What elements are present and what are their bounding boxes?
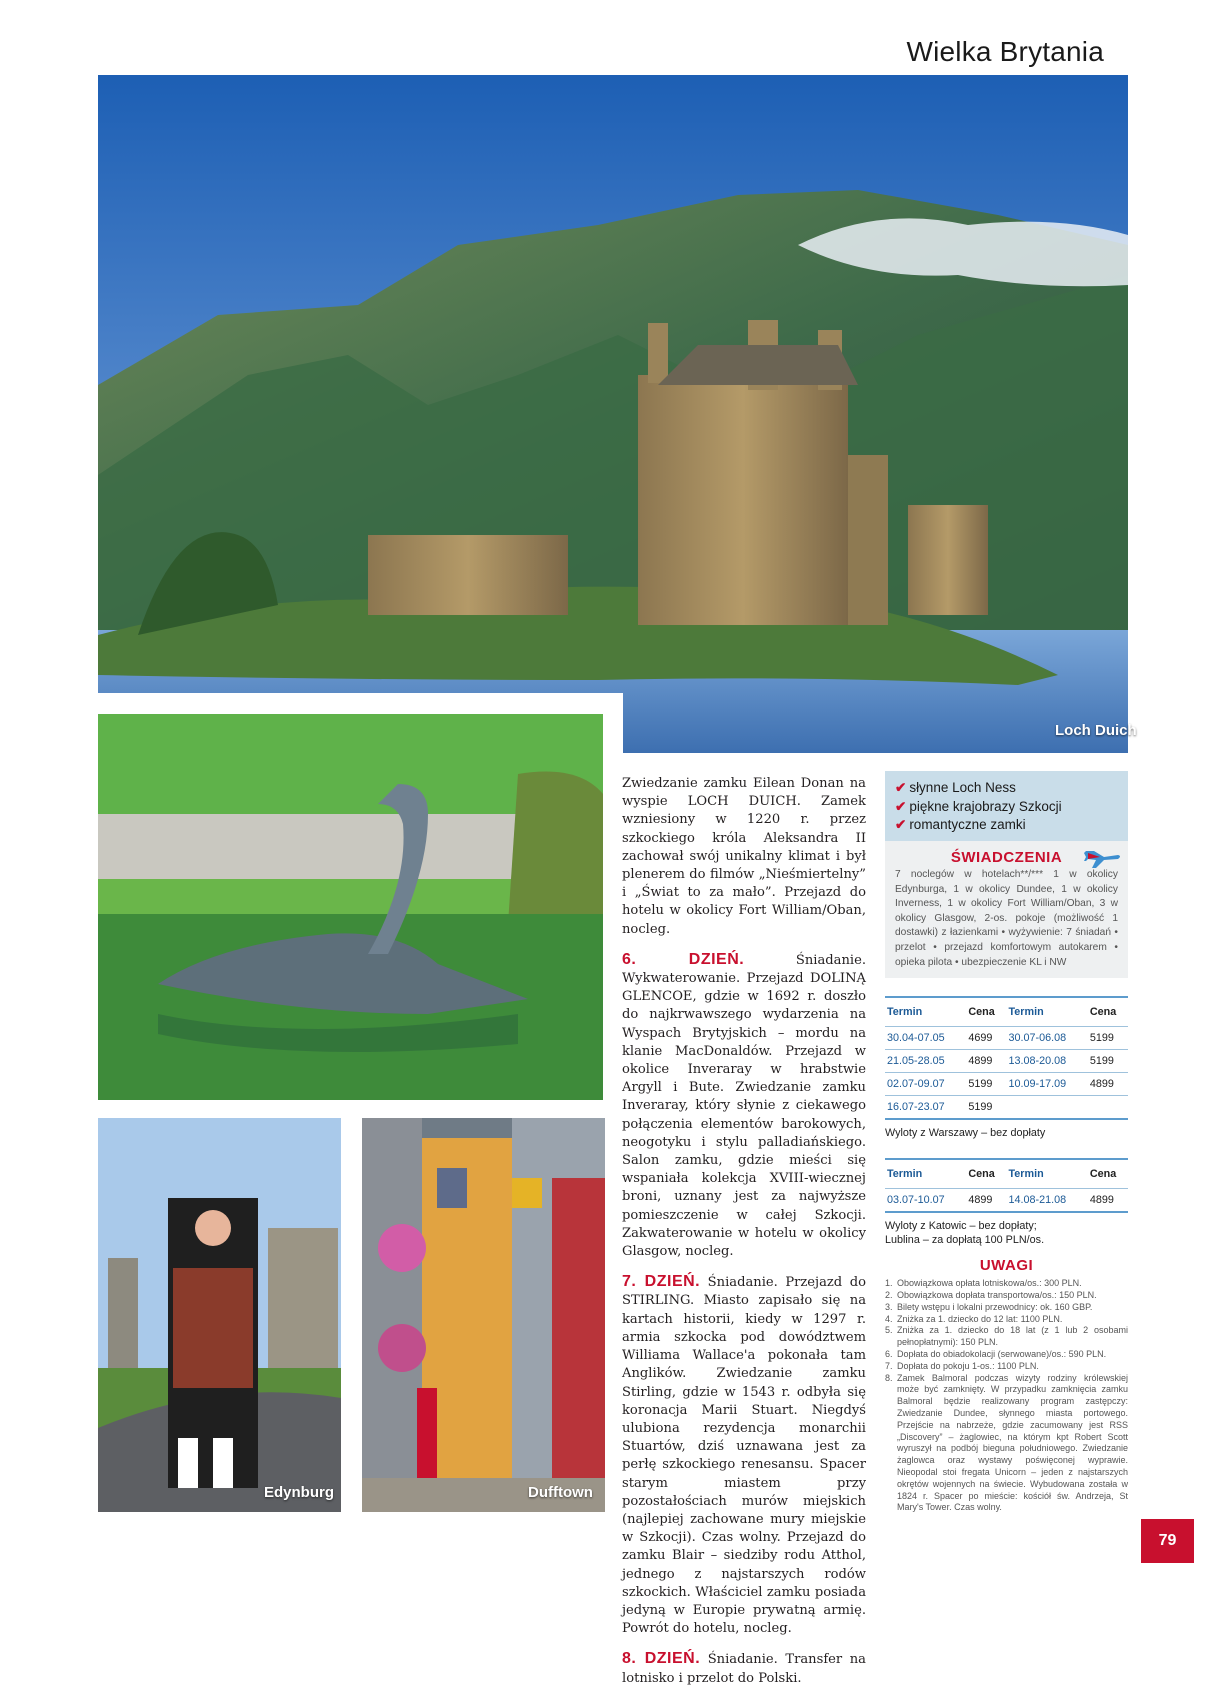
term-cell: 13.08-20.08 xyxy=(1006,1050,1087,1073)
column-header: Termin xyxy=(1008,1006,1044,1019)
term-cell: 03.07-10.07 xyxy=(885,1189,966,1213)
table-row xyxy=(885,1189,1128,1213)
katowice-departure-note xyxy=(885,1213,1128,1247)
day-6-text: Śniadanie. Wykwaterowanie. Przejazd DOLINĄ GLENCOE, gdzie w 1692 r. doszło do najkrwawszego wydarzenia na Wyspach Brytyjskich – mordu na klanie MacDonaldów. Przejazd w okolice Inveraray w hrabstwie Argyll i Bute. Zwiedzanie zamku Inveraray, który słynie z ciekawego połączenia elementów barokowych, neogotyku i stylu palladiańskiego. Salon zamku, gdzie mieści się wspaniała kolekcja XVIII-wiecznej broni, uznany jest za najwyższe pomieszczenie w całej Szkocji. Zakwaterowanie w hotelu w okolicy Glasgow, nocleg. xyxy=(622,952,866,1260)
table-row xyxy=(885,1096,1128,1120)
photo-loch-ness-monster xyxy=(98,714,603,1100)
table-header-row xyxy=(885,997,1128,1027)
highlight-item: ✔ słynne Loch Ness xyxy=(895,780,1016,795)
note-item: 7. Dopłata do pokoju 1-os.: 1100 PLN. xyxy=(885,1360,1039,1371)
caption-dufftown: Dufftown xyxy=(528,1484,593,1501)
note-item: 3. Bilety wstępu i lokalni przewodnicy: ok. 160 GBP. xyxy=(885,1301,1093,1312)
page-title: Wielka Brytania xyxy=(906,36,1104,67)
column-header: Termin xyxy=(887,1006,923,1019)
highlight-item: ✔ piękne krajobrazy Szkocji xyxy=(895,798,1062,814)
price-cell: 4899 xyxy=(1088,1073,1128,1096)
price-cell xyxy=(1088,1096,1128,1120)
note-item: 5. Zniżka za 1. dziecko do 18 lat (z 1 lub 2 osobami pełnopłatnymi): 150 PLN. xyxy=(885,1325,1128,1348)
column-header: Cena xyxy=(1089,1168,1117,1181)
itinerary-day-8 xyxy=(622,1650,866,1687)
term-cell: 30.04-07.05 xyxy=(885,1027,966,1050)
term-cell: 10.09-17.09 xyxy=(1006,1073,1087,1096)
day-8-label: 8. DZIEŃ. xyxy=(622,1650,701,1668)
notes-title: UWAGI xyxy=(979,1257,1034,1275)
itinerary-intro: Zwiedzanie zamku Eilean Donan na wyspie LOCH DUICH. Zamek wzniesiony w 1220 r. przez szkockiego króla Aleksandra II zachował swój unikalny klimat i był plenerem do filmów „Nieśmiertelny” i „Świat to za mało”. Przejazd do hotelu w okolicy Fort William/Oban, nocleg. xyxy=(622,776,866,937)
price-cell: 5199 xyxy=(1088,1050,1128,1073)
column-header: Cena xyxy=(968,1006,995,1019)
price-cell: 5199 xyxy=(966,1096,1006,1120)
price-cell: 5199 xyxy=(966,1073,1006,1096)
term-cell: 02.07-09.07 xyxy=(885,1073,966,1096)
highlight-item: ✔ romantyczne zamki xyxy=(895,817,1026,832)
price-cell: 4699 xyxy=(966,1027,1006,1050)
itinerary-day-6 xyxy=(622,951,866,1261)
lublin-note-line: Lublina – za dopłatą 100 PLN/os. xyxy=(885,1234,1045,1247)
services-title: ŚWIADCZENIA xyxy=(950,849,1063,866)
term-cell xyxy=(1006,1096,1087,1120)
price-cell: 4899 xyxy=(966,1050,1006,1073)
highlights-box xyxy=(885,771,1128,841)
photo-edinburgh-piper xyxy=(98,1118,341,1512)
price-cell: 5199 xyxy=(1088,1027,1128,1050)
warsaw-departure-note: Wyloty z Warszawy – bez dopłaty xyxy=(885,1127,1046,1140)
table-row xyxy=(885,1027,1128,1050)
term-cell: 21.05-28.05 xyxy=(885,1050,966,1073)
price-table-katowice xyxy=(885,1158,1128,1213)
column-header: Cena xyxy=(1089,1006,1117,1019)
column-header: Cena xyxy=(968,1168,995,1181)
note-item: 2. Obowiązkowa dopłata transportowa/os.: 150 PLN. xyxy=(885,1289,1097,1300)
price-cell: 4899 xyxy=(1088,1189,1128,1213)
notes-list xyxy=(885,1278,1128,1514)
itinerary-text xyxy=(622,775,866,1700)
day-8-text: Śniadanie. Transfer na lotnisko i przelot do Polski. xyxy=(622,1652,866,1686)
day-7-text: Śniadanie. Przejazd do STIRLING. Miasto zapisało się na kartach historii, kiedy w 1297 r. armia szkocka pod dowództwem Williama Wallace'a pokonała tam Anglików. Zwiedzanie zamku Stirling, gdzie w 1543 r. odbyła się koronacja Marii Stuart. Niegdyś ulubiona rezydencja monarchii Stuartów, dziś uznawana jest za perłę szkockiego renesansu. Spacer starym miastem przy pozostałościach murów miejskich (najlepiej zachowane mury miejskie w Szkocji). Czas wolny. Przejazd do zamku Blair – siedziby rodu Atthol, jednego z najstarszych rodów szkockich. Właściciel zamku posiada jedyną w Europie prywatną armię. Powrót do hotelu, nocleg. xyxy=(622,1275,866,1637)
photo-dufftown-street xyxy=(362,1118,605,1512)
checkmark-icon: ✔ xyxy=(895,780,907,795)
column-header: Termin xyxy=(1008,1168,1044,1181)
checkmark-icon: ✔ xyxy=(895,798,907,814)
services-text: 7 noclegów w hotelach**/*** 1 w okolicy Edynburga, 1 w okolicy Dundee, 1 w okolicy Inverness, 1 w okolicy Fort William/Oban, 3 w okolicy Glasgow, 2-os. pokoje (możliwość 1 dostawki) z łazienkami • wyżywienie: 7 śniadań • przelot • przejazd komfortowym autokarem • opieka pilota • ubezpieczenie KL i NW xyxy=(895,869,1118,968)
caption-loch-duich: Loch Duich xyxy=(1055,722,1137,739)
note-item: 4. Zniżka za 1. dziecko do 12 lat: 1100 PLN. xyxy=(885,1313,1063,1324)
page-number: 79 xyxy=(1141,1519,1194,1563)
table-header-row xyxy=(885,1159,1128,1189)
itinerary-day-7 xyxy=(622,1273,866,1638)
table-row xyxy=(885,1073,1128,1096)
services-box xyxy=(885,841,1128,978)
term-cell: 14.08-21.08 xyxy=(1006,1189,1087,1213)
checkmark-icon: ✔ xyxy=(895,817,907,832)
caption-edinburgh: Edynburg xyxy=(264,1484,334,1501)
airplane-icon xyxy=(1084,847,1122,869)
column-header: Termin xyxy=(887,1168,923,1181)
main-photo-loch-duich xyxy=(98,75,1128,753)
term-cell: 30.07-06.08 xyxy=(1006,1027,1087,1050)
day-6-label: 6. DZIEŃ. xyxy=(622,950,745,968)
term-cell: 16.07-23.07 xyxy=(885,1096,966,1120)
katowice-note-line: Wyloty z Katowic – bez dopłaty; xyxy=(885,1220,1037,1233)
note-item: 1. Obowiązkowa opłata lotniskowa/os.: 300 PLN. xyxy=(885,1278,1082,1289)
day-7-label: 7. DZIEŃ. xyxy=(622,1273,701,1291)
offer-sidebar xyxy=(885,771,1128,1514)
note-item: 8. Zamek Balmoral podczas wizyty rodziny królewskiej może być zamknięty. W przypadku zamknięcia zamku Balmoral będzie realizowany program zastępczy: Zwiedzanie Dundee, słynnego miasta portowego. Przejście na nabrzeże, gdzie zacumowany jest RSS „Discovery” – żaglowiec, na którym kpt Robert Scott wyruszył na podbój bieguna południowego. Zwiedzanie żaglowca oraz wystawy poświęconej wyprawie. Nieopodal stoi fregata Unicorn – jeden z najstarszych okrętów wojennych na świecie. Wybudowana została w 1824 r. Spacer po mieście: kościół św. Andrzeja, St Mary's Tower. Czas wolny. xyxy=(885,1372,1128,1513)
price-cell: 4899 xyxy=(966,1189,1006,1213)
table-row xyxy=(885,1050,1128,1073)
note-item: 6. Dopłata do obiadokolacji (serwowane)/os.: 590 PLN. xyxy=(885,1348,1107,1359)
price-table-warsaw xyxy=(885,996,1128,1120)
